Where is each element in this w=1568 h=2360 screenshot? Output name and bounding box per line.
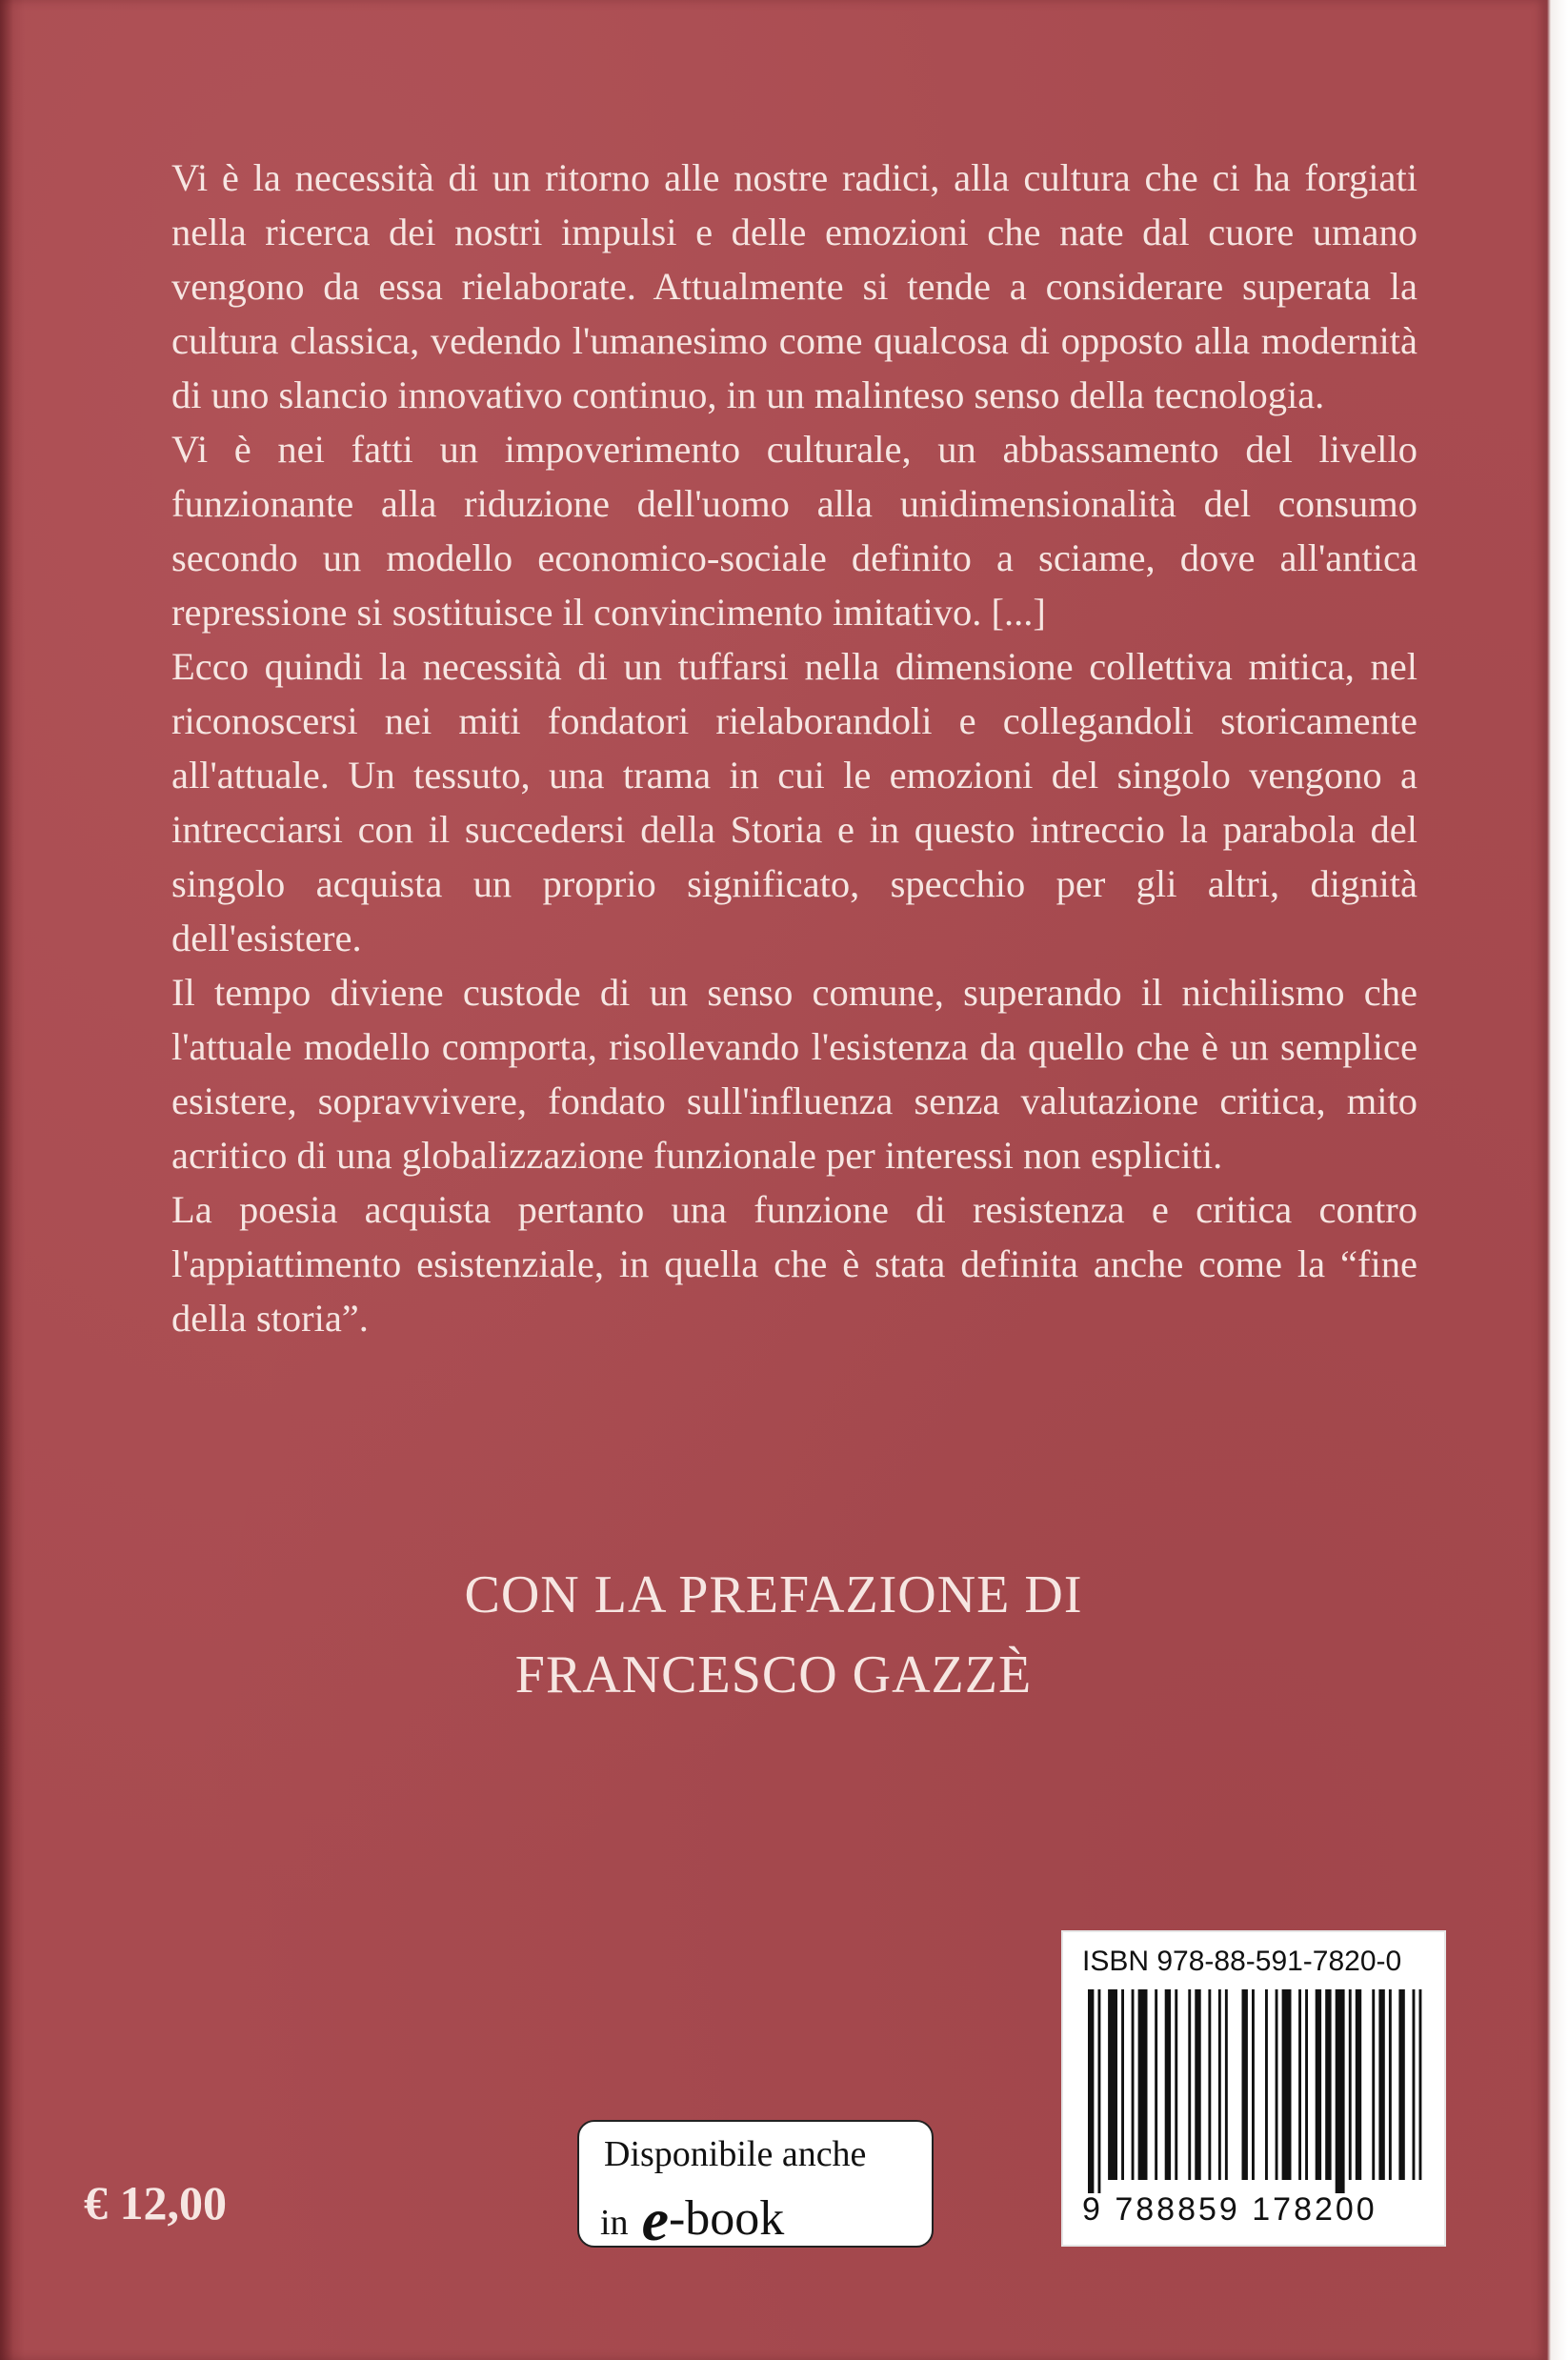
- barcode-bar: [1165, 1989, 1171, 2180]
- barcode-bar: [1108, 1989, 1117, 2180]
- preface-credit: [0, 1555, 1547, 1715]
- blurb-paragraph: Ecco quindi la necessità di un tuffarsi nella dimensione collettiva mitica, nel riconoscersi nei miti fondatori rielaborandoli e collegandoli storicamente all'attuale. Un tessuto, una trama in cui le emozioni del singolo vengono a intrecciarsi con il succedersi della Storia e in questo intreccio la parabola del singolo acquista un proprio significato, specchio per gli altri, dignità dell'esistere.: [171, 645, 1417, 959]
- barcode-bar: [1138, 1989, 1148, 2180]
- blurb-paragraph: Vi è nei fatti un impoverimento culturale, un abbassamento del livello funzionante alla riduzione dell'uomo alla unidimensionalità del consumo secondo un modello economico-sociale definito a sciame, dove all'antica repressione si sostituisce il convincimento imitativo. [...]: [171, 428, 1417, 634]
- blurb-paragraph: Vi è la necessità di un ritorno alle nostre radici, alla cultura che ci ha forgiati nella ricerca dei nostri impulsi e delle emozioni che nate dal cuore umano vengono da essa rielaborate. Attualmente si tende a considerare superata la cultura classica, vedendo l'umanesimo come qualcosa di opposto alla modernità di uno slancio innovativo continuo, in un malinteso senso della tecnologia.: [171, 156, 1417, 416]
- barcode-bar: [1121, 1989, 1124, 2180]
- preface-author: FRANCESCO GAZZÈ: [514, 1645, 1033, 1704]
- barcode-bar: [1175, 1989, 1177, 2180]
- barcode-bar: [1252, 1989, 1255, 2180]
- blurb-text: [171, 151, 1417, 1345]
- barcode-bar: [1325, 1989, 1331, 2180]
- barcode-bar: [1155, 1989, 1157, 2180]
- barcode-bar: [1098, 1989, 1101, 2193]
- isbn-label: ISBN 978-88-591-7820-0: [1082, 1946, 1402, 1977]
- barcode-bar: [1356, 1989, 1361, 2180]
- barcode-image: [1082, 1989, 1429, 2193]
- barcode-bar: [1208, 1989, 1211, 2180]
- ebook-prefix: in: [600, 2203, 629, 2243]
- preface-line: CON LA PREFAZIONE DI: [464, 1565, 1083, 1624]
- isbn-barcode-box: [1061, 1930, 1446, 2247]
- barcode-bar: [1225, 1989, 1228, 2180]
- barcode-bar: [1398, 1989, 1404, 2180]
- barcode-bar: [1242, 1989, 1248, 2180]
- ebook-badge-format: [600, 2179, 785, 2253]
- barcode-bar: [1282, 1989, 1292, 2180]
- barcode-bar: [1088, 1989, 1094, 2193]
- price-label: € 12,00: [84, 2176, 227, 2229]
- barcode-bar: [1372, 1989, 1375, 2180]
- spine-shadow: [0, 0, 13, 2360]
- barcode-bar: [1378, 1989, 1384, 2180]
- ebook-suffix: -book: [668, 2191, 785, 2246]
- ebook-e-letter: e: [641, 2186, 669, 2253]
- blurb-paragraph: La poesia acquista pertanto una funzione di resistenza e critica contro l'appiattimento esistenziale, in quella che è stata definita anche come la “fine della storia”.: [171, 1188, 1417, 1340]
- page-edge: [1547, 0, 1568, 2360]
- barcode-bar: [1132, 1989, 1135, 2180]
- barcode-bar: [1419, 1989, 1422, 2180]
- barcode-bar: [1413, 1989, 1416, 2180]
- barcode-bar: [1276, 1989, 1278, 2180]
- barcode-bar: [1389, 1989, 1392, 2180]
- barcode-bar: [1218, 1989, 1221, 2180]
- barcode-bar: [1188, 1989, 1191, 2180]
- barcode-bar: [1195, 1989, 1200, 2180]
- barcode-digits: 9 788859 178200: [1082, 2191, 1377, 2228]
- barcode-bar: [1336, 1989, 1345, 2193]
- barcode-bar: [1265, 1989, 1268, 2180]
- blurb-paragraph: Il tempo diviene custode di un senso comune, superando il nichilismo che l'attuale modello comporta, risollevando l'esistenza da quello che è un semplice esistere, sopravvivere, fondato sull'influenza senza valutazione critica, mito acritico di una globalizzazione funzionale per interessi non espliciti.: [171, 971, 1417, 1177]
- barcode-bar: [1305, 1989, 1308, 2180]
- ebook-badge: [577, 2120, 934, 2253]
- barcode-bar: [1298, 1989, 1301, 2180]
- ebook-badge-line: Disponibile anche: [604, 2134, 867, 2174]
- barcode-bar: [1316, 1989, 1321, 2180]
- barcode-bar: [1349, 1989, 1352, 2180]
